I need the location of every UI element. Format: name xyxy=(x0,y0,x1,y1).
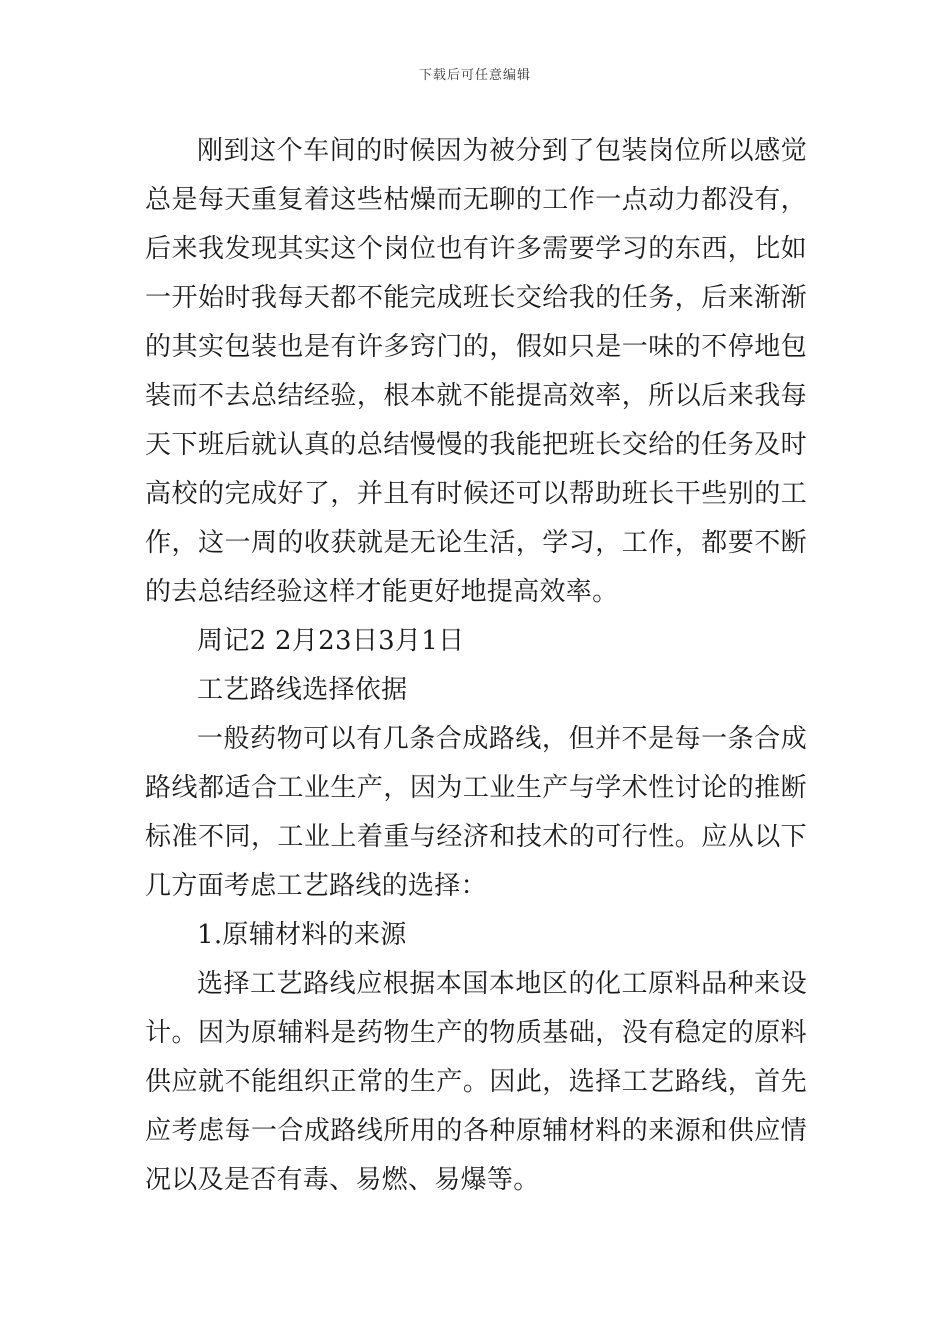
paragraph-materials-detail: 选择工艺路线应根据本国本地区的化工原料品种来设计。因为原辅料是药物生产的物质基础，没有稳定的原料供应就不能组织正常的生产。因此，选择工艺路线，首先应考虑每一合成路线所用的各种原辅材料的来源和供应情况以及是否有毒、易燃、易爆等。 xyxy=(145,969,807,1195)
document-body xyxy=(145,127,807,1205)
paragraph-route-selection-intro: 一般药物可以有几条合成路线，但并不是每一条合成路线都适合工业生产，因为工业生产与学术性讨论的推断标准不同，工业上着重与经济和技术的可行性。应从以下几方面考虑工艺路线的选择： xyxy=(145,724,807,901)
paragraph-subheading-materials: 1.原辅材料的来源 xyxy=(197,920,407,950)
paragraph-section-heading: 工艺路线选择依据 xyxy=(197,675,408,705)
paragraph-workshop-experience: 刚到这个车间的时候因为被分到了包装岗位所以感觉总是每天重复着这些枯燥而无聊的工作一点动力都没有，后来我发现其实这个岗位也有许多需要学习的东西，比如一开始时我每天都不能完成班长交给我的任务，后来渐渐的其实包装也是有许多窍门的，假如只是一味的不停地包装而不去总结经验，根本就不能提高效率，所以后来我每天下班后就认真的总结慢慢的我能把班长交给的任务及时高校的完成好了，并且有时候还可以帮助班长干些别的工作，这一周的收获就是无论生活，学习，工作，都要不断的去总结经验这样才能更好地提高效率。 xyxy=(145,136,807,607)
page-header: 下载后可任意编辑 xyxy=(418,68,531,83)
paragraph-weekly-journal-date: 周记2 2月23日3月1日 xyxy=(197,626,465,656)
